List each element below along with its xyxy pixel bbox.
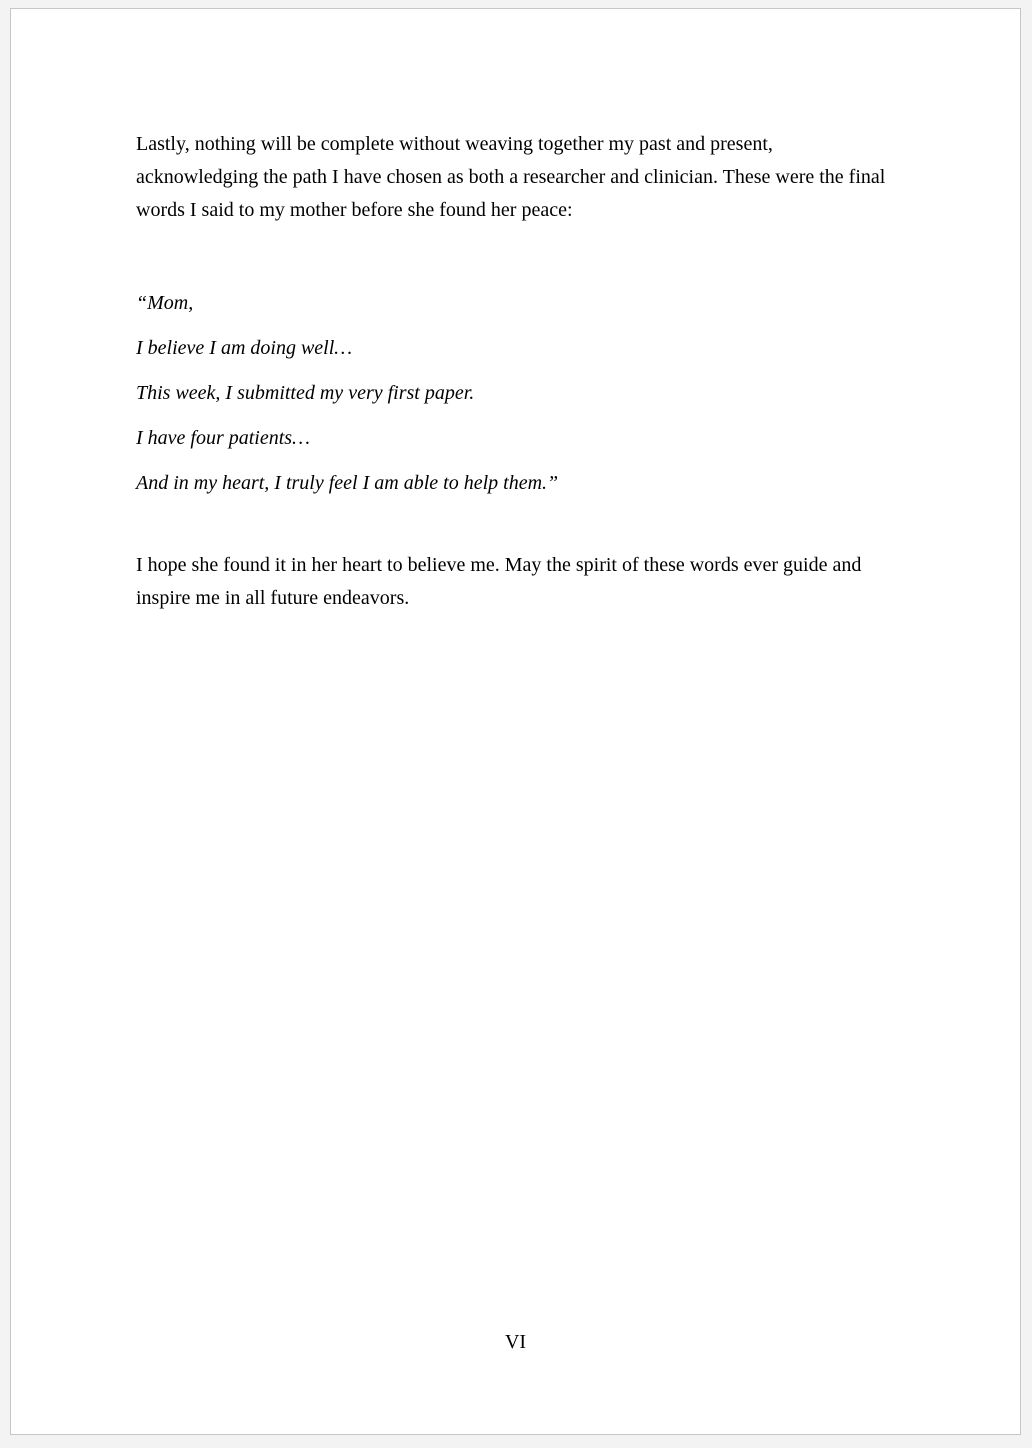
text-line: I believe I am doing well… [136,337,353,359]
text-line: inspire me in all future endeavors. [136,587,410,609]
page-number: VI [504,1331,527,1353]
closing-paragraph [136,549,906,615]
text-line: I hope she found it in her heart to believe me. May the spirit of these words ever guide and [136,554,862,576]
text-line: words I said to my mother before she found her peace: [136,199,573,221]
text-line: This week, I submitted my very first paper. [136,382,475,404]
intro-paragraph [136,128,906,227]
page-content [136,128,906,615]
text-line: “Mom, [136,292,194,314]
text-line: acknowledging the path I have chosen as both a researcher and clinician. These were the final [136,166,886,188]
text-line: I have four patients… [136,427,310,449]
text-line: And in my heart, I truly feel I am able to help them.” [136,472,559,494]
document-page [10,8,1021,1435]
text-line: Lastly, nothing will be complete without weaving together my past and present, [136,133,773,155]
quote-block [136,287,906,500]
